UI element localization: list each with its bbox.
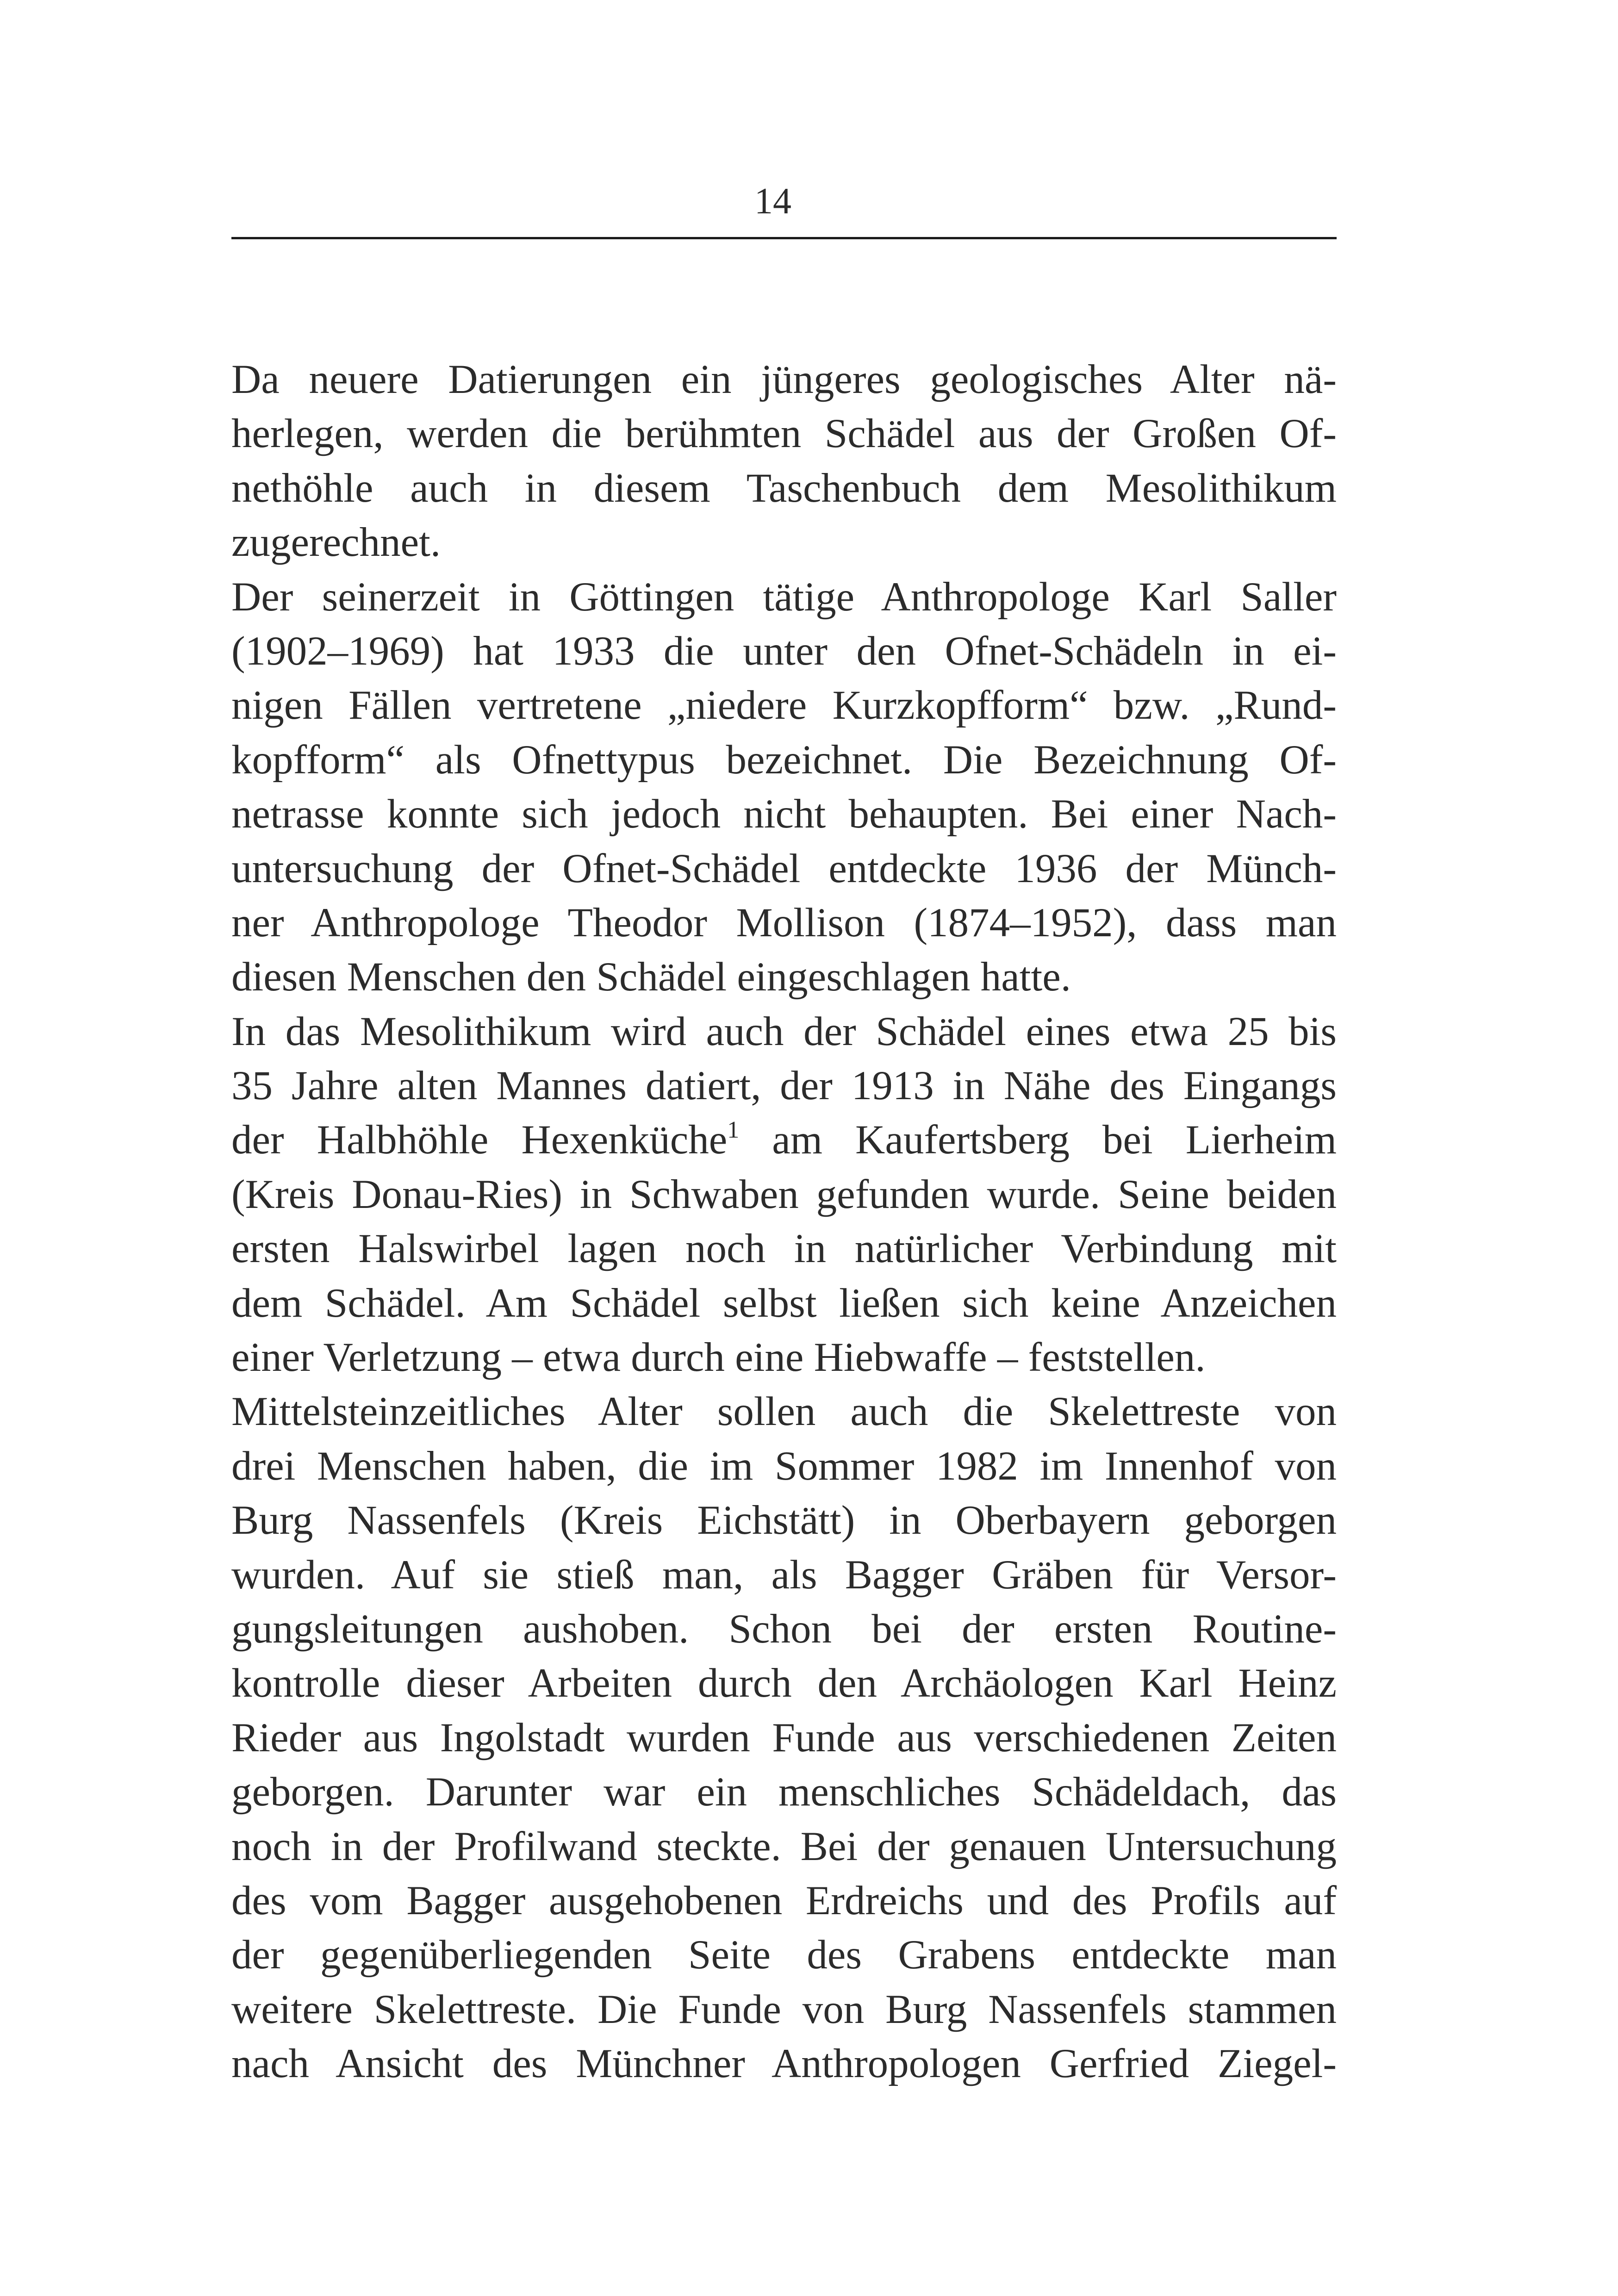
text-line: ersten Halswirbel lagen noch in natürlicher Verbindung mit: [231, 1226, 1337, 1272]
text-line: Burg Nassenfels (Kreis Eichstätt) in Oberbayern geborgen: [231, 1498, 1337, 1543]
text-line: ner Anthropologe Theodor Mollison (1874–1952), dass man: [231, 900, 1337, 946]
text-line-with-footnote: [231, 1113, 1337, 1167]
text-line: Mittelsteinzeitliches Alter sollen auch die Skelettreste von: [231, 1389, 1337, 1435]
text-fragment: am Kaufertsberg bei Lierheim: [739, 1117, 1337, 1163]
text-fragment: der Halbhöhle Hexenküche: [231, 1117, 728, 1163]
text-line: des vom Bagger ausgehobenen Erdreichs und des Profils auf: [231, 1878, 1337, 1923]
text-line: der gegenüberliegenden Seite des Grabens entdeckte man: [231, 1932, 1337, 1978]
text-line: Der seinerzeit in Göttingen tätige Anthropologe Karl Saller: [231, 574, 1337, 620]
text-line: geborgen. Darunter war ein menschliches Schädeldach, das: [231, 1769, 1337, 1815]
body-text: [231, 353, 1337, 2091]
header-rule: [231, 237, 1337, 239]
text-line: nach Ansicht des Münchner Anthropologen Gerfried Ziegel-: [231, 2041, 1337, 2087]
text-line: noch in der Profilwand steckte. Bei der genauen Untersuchung: [231, 1823, 1337, 1869]
text-line: Rieder aus Ingolstadt wurden Funde aus verschiedenen Zeiten: [231, 1715, 1337, 1761]
text-line: netrasse konnte sich jedoch nicht behaupten. Bei einer Nach-: [231, 791, 1337, 837]
text-line: kontrolle dieser Arbeiten durch den Archäologen Karl Heinz: [231, 1661, 1337, 1706]
text-line: zugerechnet.: [231, 520, 441, 566]
page-number: 14: [754, 181, 791, 222]
text-line: untersuchung der Ofnet-Schädel entdeckte 1936 der Münch-: [231, 846, 1337, 891]
text-line: diesen Menschen den Schädel eingeschlagen hatte.: [231, 954, 1071, 1000]
text-line: (Kreis Donau-Ries) in Schwaben gefunden wurde. Seine beiden: [231, 1171, 1337, 1217]
text-line: nigen Fällen vertretene „niedere Kurzkopfform“ bzw. „Rund-: [231, 683, 1337, 728]
text-line: nethöhle auch in diesem Taschenbuch dem Mesolithikum: [231, 465, 1337, 511]
text-line: (1902–1969) hat 1933 die unter den Ofnet-Schädeln in ei-: [231, 628, 1337, 674]
text-line: kopfform“ als Ofnettypus bezeichnet. Die Bezeichnung Of-: [231, 737, 1337, 783]
text-line: einer Verletzung – etwa durch eine Hiebwaffe – feststellen.: [231, 1335, 1206, 1381]
text-line: wurden. Auf sie stieß man, als Bagger Gräben für Versor-: [231, 1552, 1337, 1598]
text-line: gungsleitungen aushoben. Schon bei der ersten Routine-: [231, 1606, 1337, 1652]
text-line: Da neuere Datierungen ein jüngeres geologisches Alter nä-: [231, 357, 1337, 402]
text-line: drei Menschen haben, die im Sommer 1982 im Innenhof von: [231, 1443, 1337, 1489]
footnote-marker: 1: [727, 1117, 740, 1144]
text-line: dem Schädel. Am Schädel selbst ließen sich keine Anzeichen: [231, 1280, 1337, 1326]
text-line: In das Mesolithikum wird auch der Schädel eines etwa 25 bis: [231, 1008, 1337, 1054]
text-line: 35 Jahre alten Mannes datiert, der 1913 in Nähe des Eingangs: [231, 1063, 1337, 1109]
text-line: weitere Skelettreste. Die Funde von Burg Nassenfels stammen: [231, 1986, 1337, 2032]
text-line: herlegen, werden die berühmten Schädel aus der Großen Of-: [231, 411, 1337, 457]
